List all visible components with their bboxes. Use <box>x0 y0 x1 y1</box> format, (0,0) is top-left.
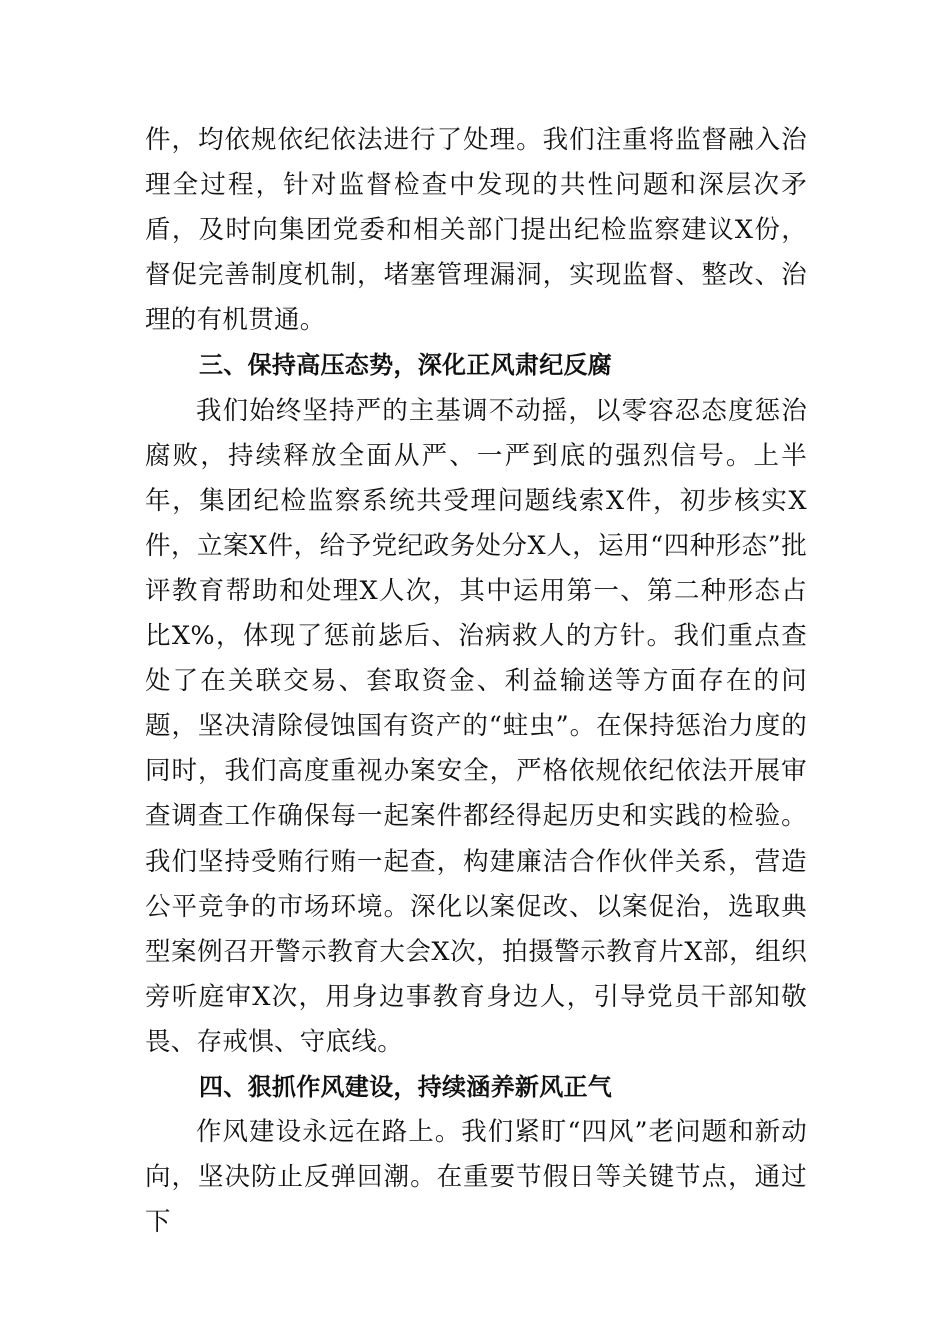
paragraph-continued: 件，均依规依纪依法进行了处理。我们注重将监督融入治理全过程，针对监督检查中发现的共性问题和深层次矛盾，及时向集团党委和相关部门提出纪检监察建议X份，督促完善制度机制，堵塞管理漏洞，实现监督、整改、治理的有机贯通。 <box>145 125 807 336</box>
paragraph-section-4: 作风建设永远在路上。我们紧盯“四风”老问题和新动向，坚决防止反弹回潮。在重要节假日等关键节点，通过下 <box>145 1117 807 1238</box>
paragraph-section-3: 我们始终坚持严的主基调不动摇，以零容忍态度惩治腐败，持续释放全面从严、一严到底的强烈信号。上半年，集团纪检监察系统共受理问题线索X件，初步核实X件，立案X件，给予党纪政务处分X人，运用“四种形态”批评教育帮助和处理X人次，其中运用第一、第二种形态占比X%，体现了惩前毖后、治病救人的方针。我们重点查处了在关联交易、套取资金、利益输送等方面存在的问题，坚决清除侵蚀国有资产的“蛀虫”。在保持惩治力度的同时，我们高度重视办案安全，严格依规依纪依法开展审查调查工作确保每一起案件都经得起历史和实践的检验。我们坚持受贿行贿一起查，构建廉洁合作伙伴关系，营造公平竞争的市场环境。深化以案促改、以案促治，选取典型案例召开警示教育大会X次，拍摄警示教育片X部，组织旁听庭审X次，用身边事教育身边人，引导党员干部知敬畏、存戒惧、守底线。 <box>145 395 807 1057</box>
section-heading-4: 四、狠抓作风建设，持续涵养新风正气 <box>199 1072 613 1101</box>
document-body <box>145 118 807 1245</box>
section-heading-3: 三、保持高压态势，深化正风肃纪反腐 <box>199 351 613 380</box>
